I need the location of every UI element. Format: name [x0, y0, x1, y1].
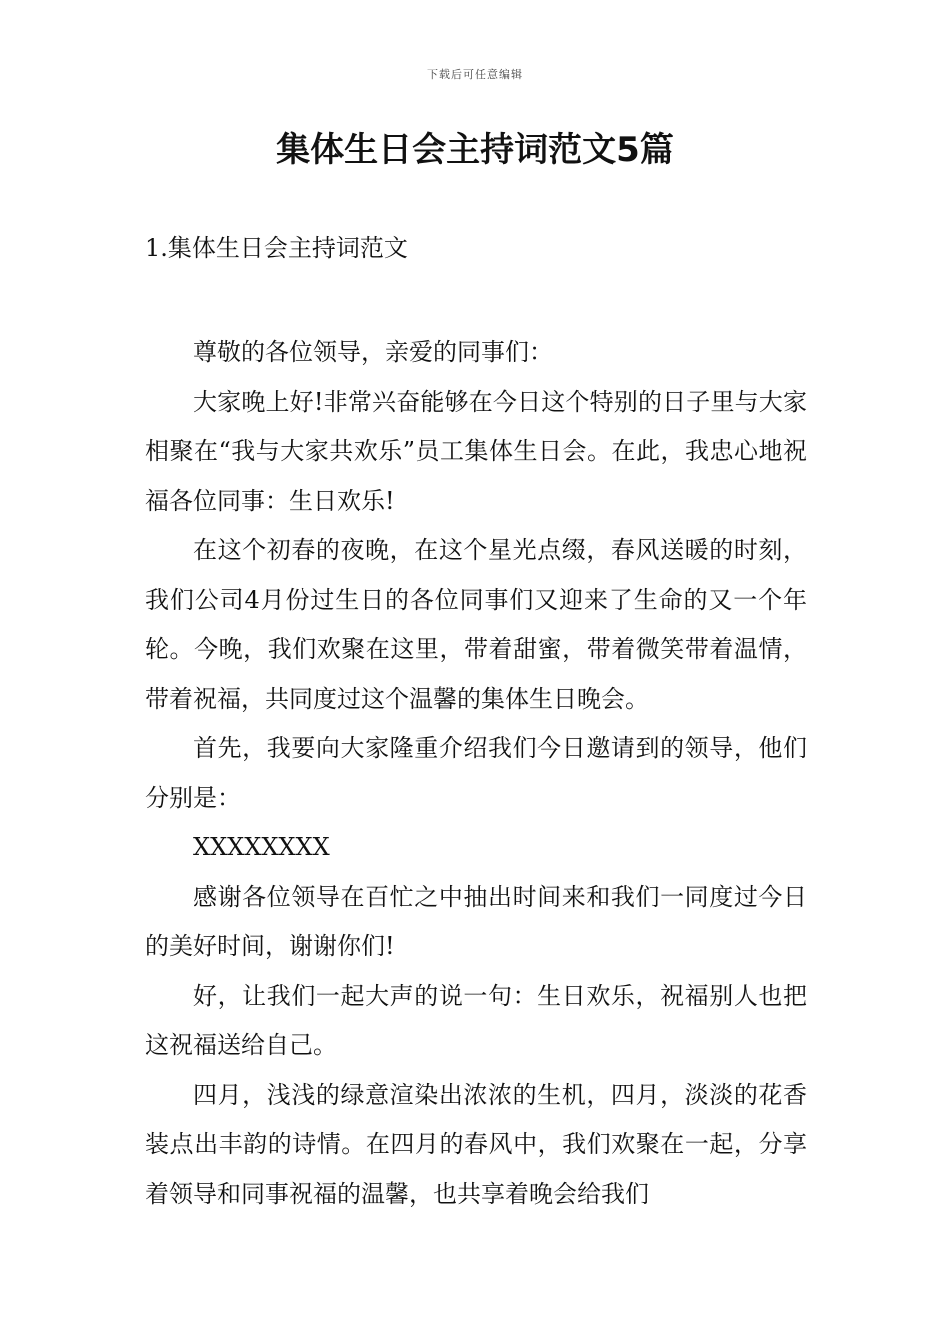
paragraph-placeholder-names: XXXXXXXX — [193, 833, 330, 861]
paragraph-leaders-intro: 首先，我要向大家隆重介绍我们今日邀请到的领导，他们分别是： — [145, 734, 807, 812]
paragraph-toast: 好，让我们一起大声的说一句：生日欢乐，祝福别人也把这祝福送给自己。 — [145, 981, 807, 1059]
paragraph-spring-evening: 在这个初春的夜晚，在这个星光点缀，春风送暖的时刻，我们公司4月份过生日的各位同事们又迎来了生命的又一个年轮。今晚，我们欢聚在这里，带着甜蜜，带着微笑带着温情，带着祝福，共同度过这个温馨的集体生日晚会。 — [145, 536, 807, 713]
paragraph-april: 四月，浅浅的绿意渲染出浓浓的生机，四月，淡淡的花香装点出丰韵的诗情。在四月的春风中，我们欢聚在一起，分享着领导和同事祝福的温馨，也共享着晚会给我们 — [145, 1080, 807, 1208]
paragraph-greeting: 尊敬的各位领导，亲爱的同事们： — [193, 338, 553, 366]
section-heading: 1.集体生日会主持词范文 — [145, 234, 408, 262]
header-note: 下载后可任意编辑 — [427, 68, 523, 81]
body-text — [145, 328, 807, 1219]
document-title: 集体生日会主持词范文5篇 — [276, 130, 674, 170]
paragraph-opening: 大家晚上好!非常兴奋能够在今日这个特别的日子里与大家相聚在“我与大家共欢乐”员工集体生日会。在此，我忠心地祝福各位同事：生日欢乐! — [145, 387, 807, 515]
paragraph-thanks: 感谢各位领导在百忙之中抽出时间来和我们一同度过今日的美好时间，谢谢你们! — [145, 882, 807, 960]
